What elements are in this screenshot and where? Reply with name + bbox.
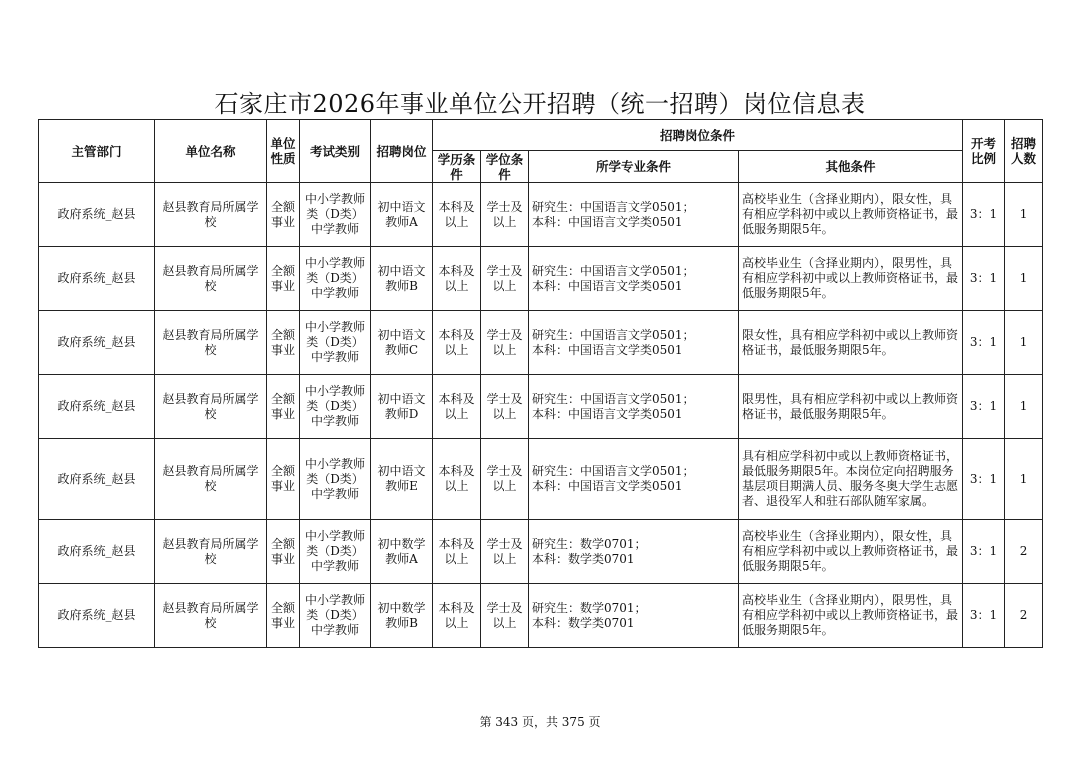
cell-major bbox=[529, 584, 739, 648]
header-ratio: 开考比例 bbox=[963, 120, 1005, 183]
cell-degree: 学士及以上 bbox=[481, 183, 529, 247]
table-row bbox=[39, 520, 1043, 584]
cell-nature: 全额事业 bbox=[267, 375, 300, 439]
cell-exam-type: 中小学教师类（D类）中学教师 bbox=[300, 311, 371, 375]
cell-count: 1 bbox=[1005, 183, 1043, 247]
cell-unit: 赵县教育局所属学校 bbox=[155, 520, 267, 584]
cell-post: 初中语文教师E bbox=[371, 439, 433, 520]
cell-education: 本科及以上 bbox=[433, 247, 481, 311]
table-row bbox=[39, 584, 1043, 648]
cell-nature: 全额事业 bbox=[267, 247, 300, 311]
cell-ratio: 3：1 bbox=[963, 520, 1005, 584]
cell-nature: 全额事业 bbox=[267, 520, 300, 584]
cell-exam-type: 中小学教师类（D类）中学教师 bbox=[300, 439, 371, 520]
cell-education: 本科及以上 bbox=[433, 183, 481, 247]
major-line-undergraduate: 本科：中国语言文学类0501 bbox=[532, 406, 683, 421]
table-row bbox=[39, 375, 1043, 439]
cell-major bbox=[529, 439, 739, 520]
cell-nature: 全额事业 bbox=[267, 584, 300, 648]
header-dept: 主管部门 bbox=[39, 120, 155, 183]
cell-count: 1 bbox=[1005, 311, 1043, 375]
header-major: 所学专业条件 bbox=[529, 151, 739, 183]
major-line-undergraduate: 本科：中国语言文学类0501 bbox=[532, 479, 683, 493]
cell-unit: 赵县教育局所属学校 bbox=[155, 375, 267, 439]
major-line-graduate: 研究生：中国语言文学0501； bbox=[532, 327, 695, 342]
table-row bbox=[39, 311, 1043, 375]
cell-degree: 学士及以上 bbox=[481, 247, 529, 311]
cell-ratio: 3：1 bbox=[963, 311, 1005, 375]
cell-dept: 政府系统_赵县 bbox=[39, 311, 155, 375]
cell-unit: 赵县教育局所属学校 bbox=[155, 183, 267, 247]
header-unit: 单位名称 bbox=[155, 120, 267, 183]
recruitment-table bbox=[38, 119, 1043, 648]
header-other: 其他条件 bbox=[739, 151, 963, 183]
cell-nature: 全额事业 bbox=[267, 439, 300, 520]
cell-unit: 赵县教育局所属学校 bbox=[155, 247, 267, 311]
cell-dept: 政府系统_赵县 bbox=[39, 183, 155, 247]
cell-exam-type: 中小学教师类（D类）中学教师 bbox=[300, 584, 371, 648]
cell-major bbox=[529, 375, 739, 439]
cell-education: 本科及以上 bbox=[433, 520, 481, 584]
cell-post: 初中语文教师A bbox=[371, 183, 433, 247]
cell-other: 高校毕业生（含择业期内），限女性，具有相应学科初中或以上教师资格证书，最低服务期限5年。 bbox=[739, 183, 963, 247]
major-line-undergraduate: 本科：中国语言文学类0501 bbox=[532, 278, 683, 293]
cell-nature: 全额事业 bbox=[267, 183, 300, 247]
major-line-graduate: 研究生：中国语言文学0501； bbox=[532, 263, 695, 278]
cell-degree: 学士及以上 bbox=[481, 520, 529, 584]
cell-post: 初中语文教师D bbox=[371, 375, 433, 439]
cell-exam-type: 中小学教师类（D类）中学教师 bbox=[300, 375, 371, 439]
table-row bbox=[39, 247, 1043, 311]
cell-major bbox=[529, 247, 739, 311]
major-line-graduate: 研究生：数学0701； bbox=[532, 536, 647, 551]
major-line-graduate: 研究生：中国语言文学0501； bbox=[532, 391, 695, 406]
header-count: 招聘人数 bbox=[1005, 120, 1043, 183]
cell-post: 初中数学教师B bbox=[371, 584, 433, 648]
cell-dept: 政府系统_赵县 bbox=[39, 520, 155, 584]
cell-other: 具有相应学科初中或以上教师资格证书，最低服务期限5年。本岗位定向招聘服务基层项目期满人员、服务冬奥大学生志愿者、退役军人和驻石部队随军家属。 bbox=[739, 439, 963, 520]
page-footer: 第 343 页，共 375 页 bbox=[479, 715, 601, 729]
cell-ratio: 3：1 bbox=[963, 584, 1005, 648]
cell-education: 本科及以上 bbox=[433, 311, 481, 375]
cell-degree: 学士及以上 bbox=[481, 375, 529, 439]
cell-other: 高校毕业生（含择业期内），限男性，具有相应学科初中或以上教师资格证书，最低服务期限5年。 bbox=[739, 247, 963, 311]
cell-nature: 全额事业 bbox=[267, 311, 300, 375]
cell-major bbox=[529, 183, 739, 247]
cell-exam-type: 中小学教师类（D类）中学教师 bbox=[300, 183, 371, 247]
major-line-graduate: 研究生：中国语言文学0501； bbox=[532, 199, 695, 214]
cell-education: 本科及以上 bbox=[433, 439, 481, 520]
cell-degree: 学士及以上 bbox=[481, 311, 529, 375]
cell-ratio: 3：1 bbox=[963, 439, 1005, 520]
cell-dept: 政府系统_赵县 bbox=[39, 375, 155, 439]
cell-other: 高校毕业生（含择业期内），限男性，具有相应学科初中或以上教师资格证书，最低服务期限5年。 bbox=[739, 584, 963, 648]
cell-unit: 赵县教育局所属学校 bbox=[155, 311, 267, 375]
header-degree: 学位条件 bbox=[481, 151, 529, 183]
page-title: 石家庄市2026年事业单位公开招聘（统一招聘）岗位信息表 bbox=[214, 90, 866, 118]
cell-count: 1 bbox=[1005, 375, 1043, 439]
cell-dept: 政府系统_赵县 bbox=[39, 584, 155, 648]
table-row bbox=[39, 183, 1043, 247]
table-row bbox=[39, 439, 1043, 520]
cell-other: 限女性，具有相应学科初中或以上教师资格证书，最低服务期限5年。 bbox=[739, 311, 963, 375]
cell-count: 1 bbox=[1005, 247, 1043, 311]
cell-major bbox=[529, 311, 739, 375]
cell-major bbox=[529, 520, 739, 584]
cell-post: 初中语文教师B bbox=[371, 247, 433, 311]
cell-exam-type: 中小学教师类（D类）中学教师 bbox=[300, 520, 371, 584]
major-line-undergraduate: 本科：数学类0701 bbox=[532, 615, 635, 630]
major-line-undergraduate: 本科：数学类0701 bbox=[532, 551, 635, 566]
cell-unit: 赵县教育局所属学校 bbox=[155, 439, 267, 520]
cell-education: 本科及以上 bbox=[433, 375, 481, 439]
cell-degree: 学士及以上 bbox=[481, 439, 529, 520]
major-line-graduate: 研究生：数学0701； bbox=[532, 600, 647, 615]
cell-other: 高校毕业生（含择业期内），限女性，具有相应学科初中或以上教师资格证书，最低服务期限5年。 bbox=[739, 520, 963, 584]
cell-unit: 赵县教育局所属学校 bbox=[155, 584, 267, 648]
cell-post: 初中语文教师C bbox=[371, 311, 433, 375]
major-line-undergraduate: 本科：中国语言文学类0501 bbox=[532, 214, 683, 229]
cell-ratio: 3：1 bbox=[963, 183, 1005, 247]
cell-dept: 政府系统_赵县 bbox=[39, 439, 155, 520]
cell-other: 限男性，具有相应学科初中或以上教师资格证书，最低服务期限5年。 bbox=[739, 375, 963, 439]
major-line-graduate: 研究生：中国语言文学0501； bbox=[532, 464, 695, 478]
cell-count: 2 bbox=[1005, 584, 1043, 648]
cell-exam-type: 中小学教师类（D类）中学教师 bbox=[300, 247, 371, 311]
header-exam-type: 考试类别 bbox=[300, 120, 371, 183]
cell-ratio: 3：1 bbox=[963, 247, 1005, 311]
header-education: 学历条件 bbox=[433, 151, 481, 183]
cell-count: 1 bbox=[1005, 439, 1043, 520]
table-body bbox=[39, 183, 1043, 648]
cell-degree: 学士及以上 bbox=[481, 584, 529, 648]
cell-dept: 政府系统_赵县 bbox=[39, 247, 155, 311]
major-line-undergraduate: 本科：中国语言文学类0501 bbox=[532, 342, 683, 357]
cell-post: 初中数学教师A bbox=[371, 520, 433, 584]
cell-count: 2 bbox=[1005, 520, 1043, 584]
header-nature: 单位性质 bbox=[267, 120, 300, 183]
header-conditions: 招聘岗位条件 bbox=[433, 120, 963, 151]
cell-ratio: 3：1 bbox=[963, 375, 1005, 439]
cell-education: 本科及以上 bbox=[433, 584, 481, 648]
header-post: 招聘岗位 bbox=[371, 120, 433, 183]
